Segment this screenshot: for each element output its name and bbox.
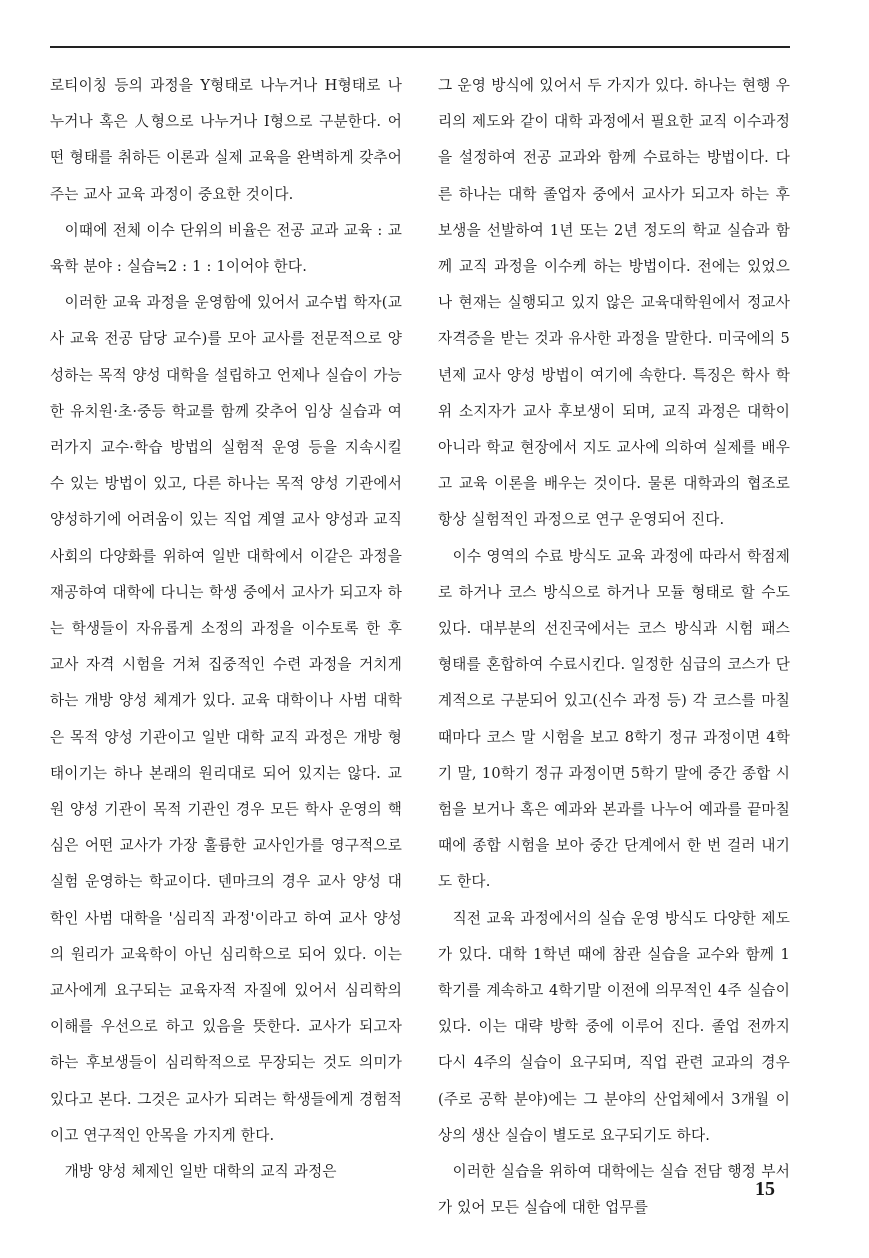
right-paragraph-1: 그 운영 방식에 있어서 두 가지가 있다. 하나는 현행 우리의 제도와 같이 대학 과정에서 필요한 교직 이수과정을 설정하여 전공 교과와 함께 수료하는 방법이다. 다른 하나는 대학 졸업자 중에서 교사가 되고자 하는 후보생을 선발하여 1년 또는 2년 정도의 학교 실습과 함께 교직 과정을 이수케 하는 방법이다. 전에는 있었으나 현재는 실행되고 있지 않은 교육대학원에서 정교사 자격증을 받는 것과 유사한 과정을 말한다. 미국에의 5년제 교사 양성 방법이 여기에 속한다. 특징은 학사 학위 소지자가 교사 후보생이 되며, 교직 과정은 대학이 아니라 학교 현장에서 지도 교사에 의하여 실제를 배우고 교육 이론을 배우는 것이다. 물론 대학과의 협조로 항상 실험적인 과정으로 연구 운영되어 진다.	[438, 77, 790, 529]
right-column	[438, 68, 790, 1227]
left-paragraph-3: 이러한 교육 과정을 운영함에 있어서 교수법 학자(교사 교육 전공 담당 교수)를 모아 교사를 전문적으로 양성하는 목적 양성 대학을 설립하고 언제나 실습이 가능한 유치원·초·중등 학교를 함께 갖추어 임상 실습과 여러가지 교수·학습 방법의 실험적 운영 등을 지속시킬 수 있는 방법이 있고, 다른 하나는 목적 양성 기관에서 양성하기에 어려움이 있는 직업 계열 교사 양성과 교직 사회의 다양화를 위하여 일반 대학에서 이같은 과정을 재공하여 대학에 다니는 학생 중에서 교사가 되고자 하는 학생들이 자유롭게 소정의 과정을 이수토록 한 후 교사 자격 시험을 거쳐 집중적인 수련 과정을 거치게 하는 개방 양성 체계가 있다. 교육 대학이나 사범 대학은 목적 양성 기관이고 일반 대학 교직 과정은 개방 형태이기는 하나 본래의 원리대로 되어 있지는 않다. 교원 양성 기관이 목적 기관인 경우 모든 학사 운영의 핵심은 어떤 교사가 가장 훌륭한 교사인가를 영구적으로 실험 운영하는 학교이다. 덴마크의 경우 교사 양성 대학인 사범 대학을 '심리직 과정'이라고 하여 교사 양성의 원리가 교육학이 아닌 심리학으로 되어 있다. 이는 교사에게 요구되는 교육자적 자질에 있어서 심리학의 이해를 우선으로 하고 있음을 뜻한다. 교사가 되고자 하는 후보생들이 심리학적으로 무장되는 것도 의미가 있다고 본다. 그것은 교사가 되려는 학생들에게 경험적이고 연구적인 안목을 가지게 한다.	[50, 294, 402, 1144]
left-paragraph-4: 개방 양성 체제인 일반 대학의 교직 과정은	[64, 1163, 337, 1181]
right-paragraph-2: 이수 영역의 수료 방식도 교육 과정에 따라서 학점제로 하거나 코스 방식으로 하거나 모듈 형태로 할 수도 있다. 대부분의 선진국에서는 코스 방식과 시험 패스 형태를 혼합하여 수료시킨다. 일정한 심급의 코스가 단계적으로 구분되어 있고(신수 과정 등) 각 코스를 마칠 때마다 코스 말 시험을 보고 8학기 정규 과정이면 4학기 말, 10학기 정규 과정이면 5학기 말에 중간 종합 시험을 보거나 혹은 예과와 본과를 나누어 예과를 끝마칠 때에 종합 시험을 보아 중간 단계에서 한 번 걸러 내기도 한다.	[438, 547, 790, 891]
page-number: 15	[755, 1178, 775, 1200]
header-rule	[50, 46, 790, 48]
right-paragraph-4: 이러한 실습을 위하여 대학에는 실습 전담 행정 부서가 있어 모든 실습에 대한 업무를	[438, 1163, 790, 1217]
left-column	[50, 68, 402, 1190]
left-paragraph-2: 이때에 전체 이수 단위의 비율은 전공 교과 교육 : 교육학 분야 : 실습≒2 : 1 : 1이어야 한다.	[50, 221, 402, 276]
right-paragraph-3: 직전 교육 과정에서의 실습 운영 방식도 다양한 제도가 있다. 대학 1학년 때에 참관 실습을 교수와 함께 1학기를 계속하고 4학기말 이전에 의무적인 4주 실습이 있다. 이는 대략 방학 중에 이루어 진다. 졸업 전까지 다시 4주의 실습이 요구되며, 직업 관련 교과의 경우(주로 공학 분야)에는 그 분야의 산업체에서 3개월 이상의 생산 실습이 별도로 요구되기도 하다.	[438, 909, 790, 1144]
left-paragraph-1: 로티이칭 등의 과정을 Y형태로 나누거나 H형태로 나누거나 혹은 人형으로 나누거나 I형으로 구분한다. 어떤 형태를 취하든 이론과 실제 교육을 완벽하게 갖추어 주는 교사 교육 과정이 중요한 것이다.	[50, 77, 402, 203]
